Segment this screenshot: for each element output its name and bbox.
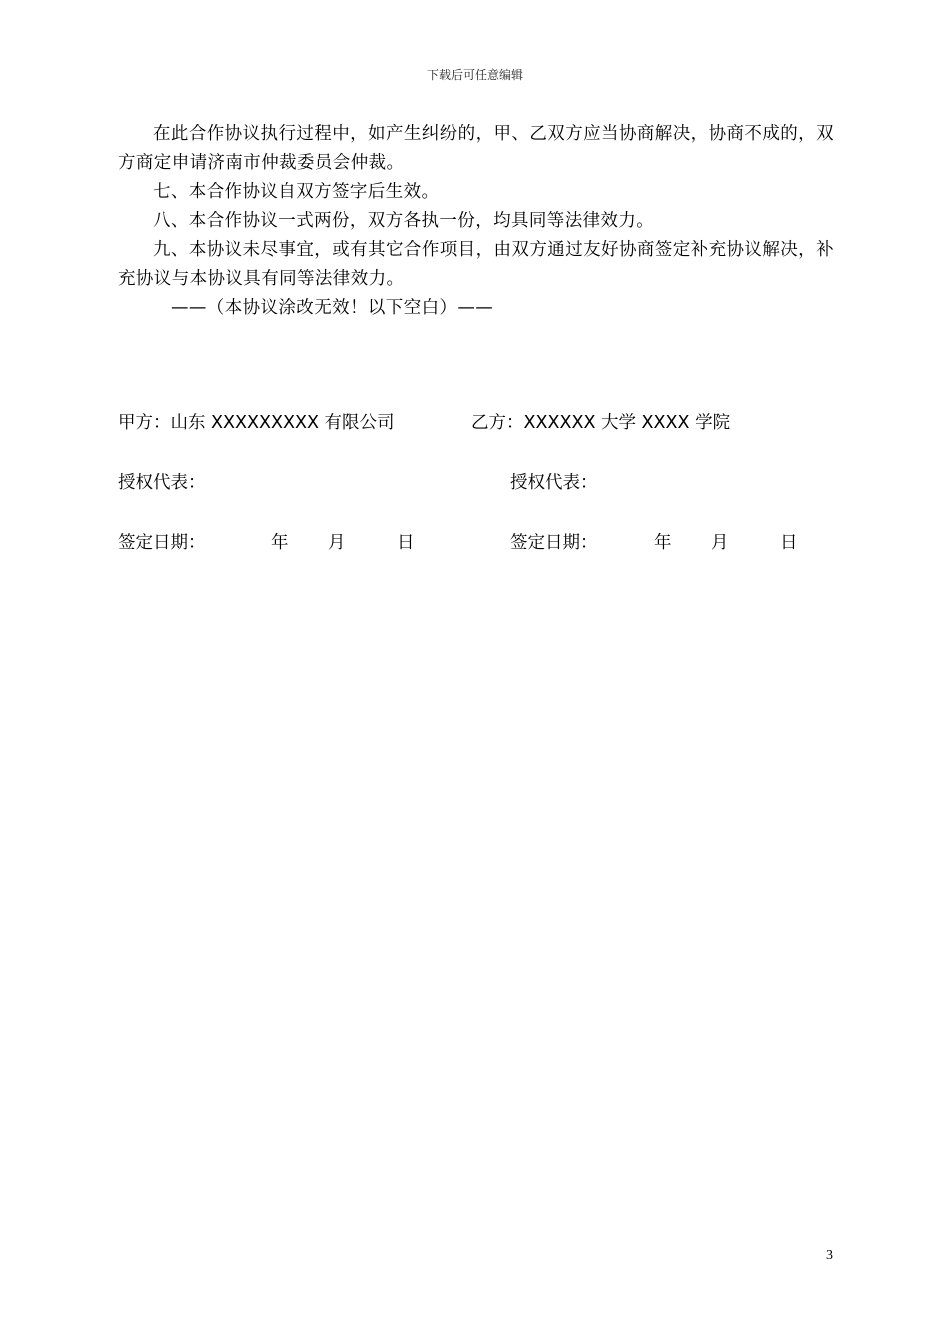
party-a-month-label: 月 [328, 533, 346, 553]
date-row [118, 529, 834, 559]
party-a-year-label: 年 [271, 533, 289, 553]
party-b-representative-label: 授权代表： [510, 473, 598, 493]
party-a-date-label: 签定日期： [118, 533, 206, 553]
page-number: 3 [826, 1248, 833, 1263]
closing-note: ——（本协议涂改无效！以下空白）—— [171, 298, 494, 318]
agreement-body [118, 120, 834, 323]
party-b-month-label: 月 [711, 533, 729, 553]
party-b-day-label: 日 [780, 533, 798, 553]
representative-row [118, 469, 834, 499]
paragraph-clause-7: 七、本合作协议自双方签字后生效。 [153, 182, 440, 202]
page-header: 下载后可任意编辑 [426, 68, 523, 82]
party-b-year-label: 年 [654, 533, 672, 553]
party-b-date-label: 签定日期： [510, 533, 598, 553]
party-a-representative-label: 授权代表： [118, 473, 206, 493]
paragraph-clause-9: 九、本协议未尽事宜，或有其它合作项目，由双方通过友好协商签定补充协议解决，补充协议与本协议具有同等法律效力。 [118, 240, 834, 289]
party-row [118, 409, 834, 439]
party-a-day-label: 日 [397, 533, 415, 553]
paragraph-dispute: 在此合作协议执行过程中，如产生纠纷的，甲、乙双方应当协商解决，协商不成的，双方商定申请济南市仲裁委员会仲裁。 [118, 124, 834, 173]
party-a-label: 甲方：山东 XXXXXXXXX 有限公司 [118, 413, 395, 433]
party-b-label: 乙方：XXXXXX 大学 XXXX 学院 [471, 413, 731, 433]
paragraph-clause-8: 八、本合作协议一式两份，双方各执一份，均具同等法律效力。 [153, 211, 655, 231]
